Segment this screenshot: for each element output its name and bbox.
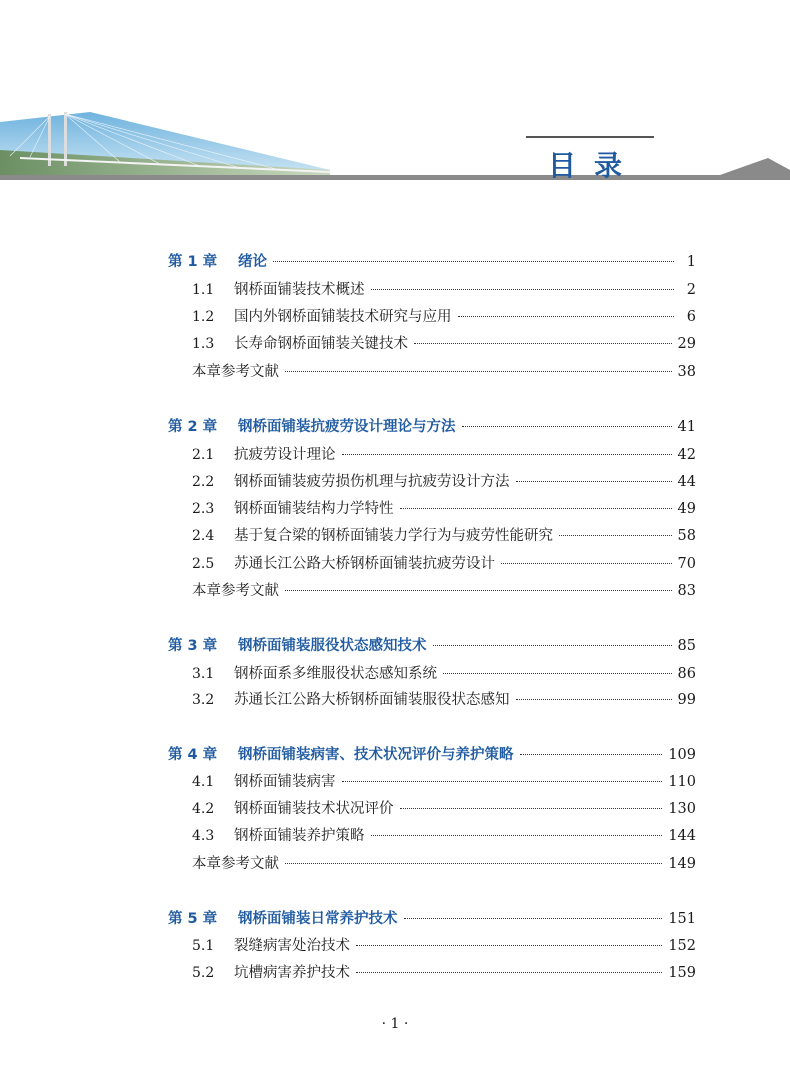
title-rule [526,136,654,138]
toc-title: 国内外钢桥面铺装技术研究与应用 [234,309,452,325]
toc-number: 1.1 [192,282,215,298]
toc-page-number: 49 [677,501,696,517]
toc-section-row [168,497,696,523]
toc-section-row [168,961,696,987]
toc-page-number: 99 [677,692,696,708]
toc-references-row [168,360,696,386]
dot-leader [356,945,662,946]
toc-page-number: 149 [668,856,696,872]
toc-page-number: 110 [668,774,696,790]
toc-title: 本章参考文献 [192,364,279,380]
toc-chapter-row [168,907,696,933]
toc-page-number: 152 [668,938,696,954]
toc-section-row [168,688,696,714]
dot-leader [443,673,672,674]
toc-section-row [168,824,696,850]
dot-leader [356,972,662,973]
dot-leader [404,918,663,919]
dot-leader [516,481,672,482]
toc-chapter-row [168,415,696,441]
toc-title: 本章参考文献 [192,583,279,599]
toc-number: 3.2 [192,692,215,708]
toc-number: 4.2 [192,801,215,817]
toc-title: 钢桥面铺装服役状态感知技术 [238,638,427,654]
toc-page-number: 41 [677,419,696,435]
dot-leader [342,781,663,782]
toc-chapter-row [168,743,696,769]
toc-page-number: 42 [677,447,696,463]
toc-title: 本章参考文献 [192,856,279,872]
toc-number: 4.1 [192,774,215,790]
toc-number: 第 2 章 [168,419,218,435]
toc-title: 绪论 [238,254,267,270]
toc-number: 1.3 [192,336,215,352]
toc-page-number: 109 [668,747,696,763]
toc-references-row [168,852,696,878]
toc-page-number: 44 [677,474,696,490]
toc-title: 钢桥面铺装养护策略 [234,828,365,844]
dot-leader [285,590,672,591]
page-number: · 1 · [381,1016,409,1032]
dot-leader [400,508,672,509]
toc-section-row [168,443,696,469]
toc-page-number: 29 [677,336,696,352]
toc-number: 2.2 [192,474,215,490]
dot-leader [458,316,675,317]
toc-section-row [168,470,696,496]
toc-number: 2.5 [192,556,215,572]
toc-title: 钢桥面铺装病害 [234,774,336,790]
toc-title: 钢桥面铺装病害、技术状况评价与养护策略 [238,747,514,763]
toc-page-number: 130 [668,801,696,817]
toc-title: 钢桥面铺装疲劳损伤机理与抗疲劳设计方法 [234,474,510,490]
dot-leader [285,863,662,864]
toc-section-row [168,552,696,578]
toc-page-number: 159 [668,965,696,981]
toc-number: 4.3 [192,828,215,844]
toc-title: 苏通长江公路大桥钢桥面铺装抗疲劳设计 [234,556,495,572]
toc-page-number: 83 [677,583,696,599]
toc-number: 1.2 [192,309,215,325]
toc-title: 基于复合梁的钢桥面铺装力学行为与疲劳性能研究 [234,528,553,544]
toc-title: 苏通长江公路大桥钢桥面铺装服役状态感知 [234,692,510,708]
toc-references-row [168,579,696,605]
toc-title: 钢桥面铺装技术状况评价 [234,801,394,817]
dot-leader [400,808,663,809]
toc-number: 2.4 [192,528,215,544]
toc-section-row [168,305,696,331]
toc-title: 钢桥面铺装日常养护技术 [238,911,398,927]
dot-leader [342,454,672,455]
toc-number: 2.3 [192,501,215,517]
dot-leader [414,343,672,344]
toc-page-number: 1 [686,254,696,270]
toc-section-row [168,524,696,550]
toc-number: 5.1 [192,938,215,954]
toc-title: 抗疲劳设计理论 [234,447,336,463]
toc-page-number: 2 [686,282,696,298]
toc-section-row [168,662,696,688]
dot-leader [520,754,663,755]
toc-section-row [168,797,696,823]
toc-page-number: 151 [668,911,696,927]
toc-title: 钢桥面铺装技术概述 [234,282,365,298]
toc-number: 第 5 章 [168,911,218,927]
toc-number: 第 3 章 [168,638,218,654]
toc-page-number: 85 [677,638,696,654]
toc-number: 3.1 [192,666,215,682]
toc-page-number: 6 [686,309,696,325]
toc-title: 钢桥面铺装抗疲劳设计理论与方法 [238,419,456,435]
toc-title: 钢桥面系多维服役状态感知系统 [234,666,437,682]
toc-title: 坑槽病害养护技术 [234,965,350,981]
toc-number: 第 1 章 [168,254,218,270]
toc-number: 2.1 [192,447,215,463]
toc-number: 第 4 章 [168,747,218,763]
toc-section-row [168,770,696,796]
toc-title: 裂缝病害处治技术 [234,938,350,954]
toc-title: 长寿命钢桥面铺装关键技术 [234,336,408,352]
page-title: 目录 [548,149,641,182]
toc-section-row [168,332,696,358]
dot-leader [501,563,672,564]
toc-title: 钢桥面铺装结构力学特性 [234,501,394,517]
dot-leader [559,535,672,536]
toc-chapter-row [168,250,696,276]
dot-leader [285,371,672,372]
dot-leader [516,699,672,700]
dot-leader [371,289,675,290]
toc-page-number: 58 [677,528,696,544]
toc-section-row [168,278,696,304]
dot-leader [462,426,672,427]
dot-leader [371,835,663,836]
toc-number: 5.2 [192,965,215,981]
toc-page-number: 144 [668,828,696,844]
dot-leader [273,261,674,262]
toc-page-number: 86 [677,666,696,682]
toc-page-number: 38 [677,364,696,380]
toc-chapter-row [168,634,696,660]
dot-leader [433,645,672,646]
header-banner [0,0,790,190]
toc-section-row [168,934,696,960]
toc-page-number: 70 [677,556,696,572]
